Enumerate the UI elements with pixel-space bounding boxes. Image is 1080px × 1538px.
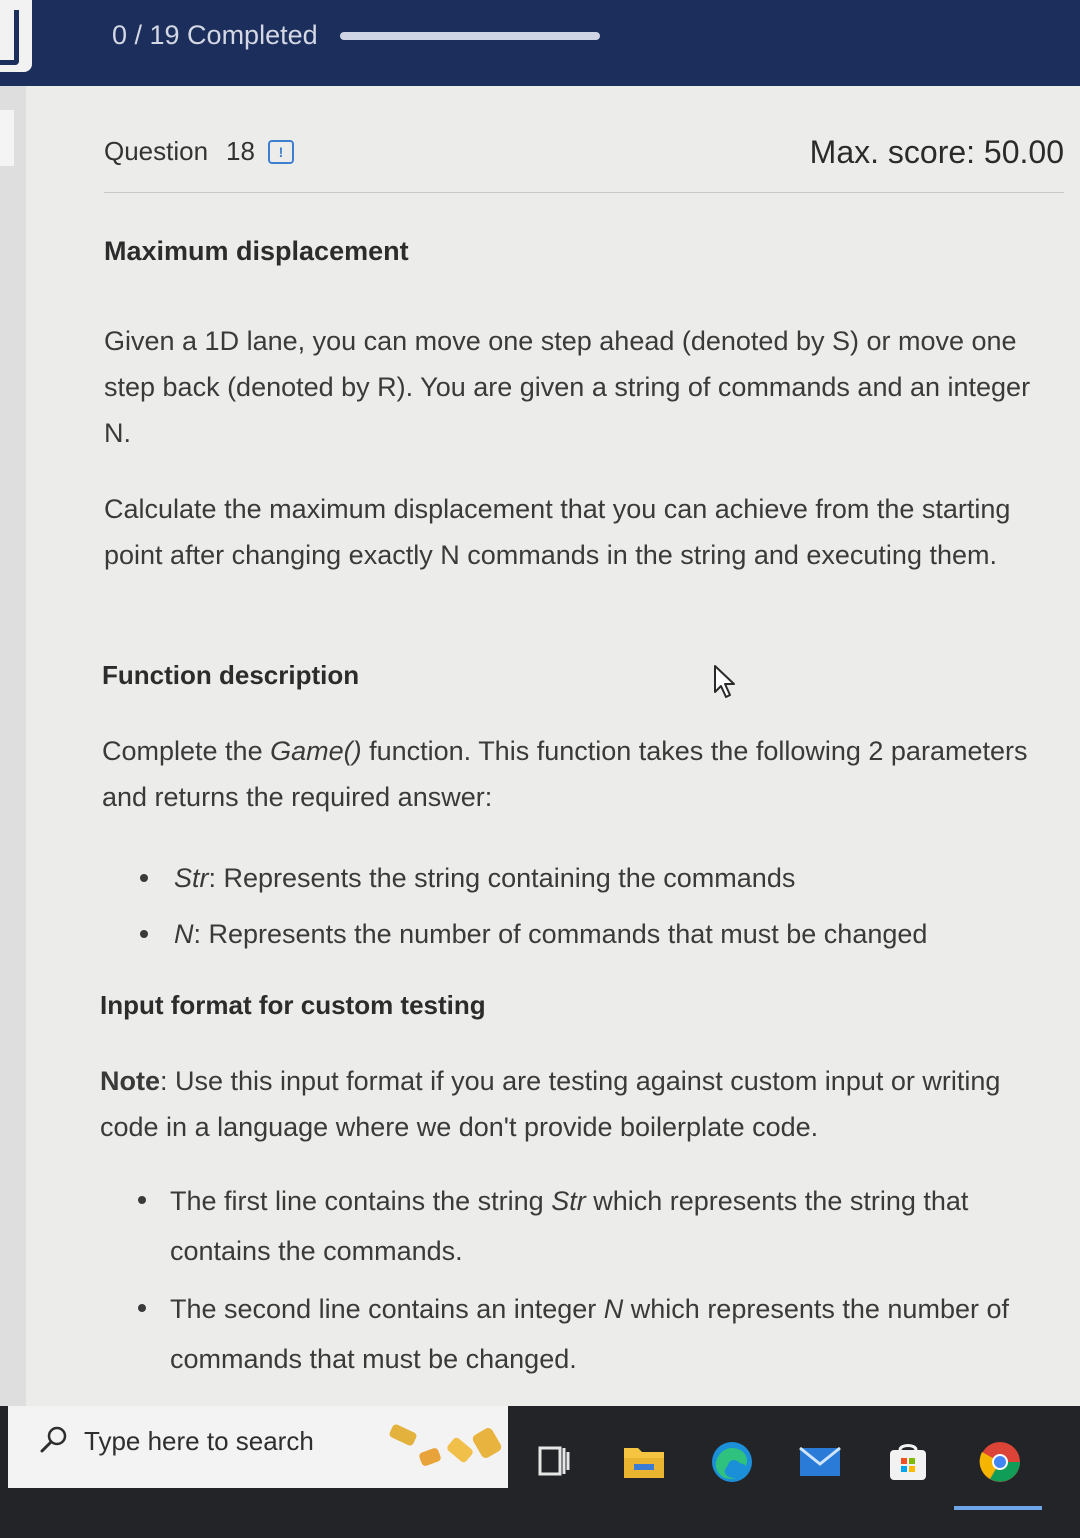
question-label: Question bbox=[104, 136, 209, 166]
param-desc: : Represents the string containing the commands bbox=[208, 863, 796, 893]
function-description-text bbox=[102, 728, 1052, 820]
chrome-icon[interactable] bbox=[976, 1438, 1024, 1486]
taskbar bbox=[0, 1406, 1080, 1538]
file-explorer-icon[interactable] bbox=[620, 1438, 668, 1486]
progress-bar bbox=[340, 32, 600, 40]
search-icon bbox=[38, 1424, 70, 1456]
line-var: N bbox=[603, 1294, 624, 1324]
line-text-post: which represents the number of commands that must be changed. bbox=[170, 1294, 1009, 1374]
input-lines-list bbox=[136, 1176, 1036, 1392]
progress-label: 0 / 19 Completed bbox=[112, 20, 318, 50]
left-rail bbox=[0, 86, 27, 1406]
note-text: : Use this input format if you are testing against custom input or writing code in a language where we don't provide boilerplate code. bbox=[100, 1066, 1001, 1142]
input-format-note bbox=[100, 1058, 1050, 1150]
mouse-cursor-icon bbox=[712, 664, 740, 700]
question-header bbox=[104, 134, 1064, 193]
line-text-pre: The second line contains an integer bbox=[170, 1294, 604, 1324]
logo-tab[interactable] bbox=[0, 0, 32, 72]
list-item bbox=[138, 906, 1038, 962]
list-item bbox=[138, 850, 1038, 906]
line-var: Str bbox=[551, 1186, 586, 1216]
question-number: 18 bbox=[226, 136, 255, 166]
store-icon[interactable] bbox=[884, 1438, 932, 1486]
taskbar-active-indicator bbox=[954, 1506, 1042, 1510]
input-format-title: Input format for custom testing bbox=[100, 990, 486, 1020]
search-placeholder: Type here to search bbox=[84, 1426, 314, 1456]
search-highlight-art-icon bbox=[386, 1420, 506, 1480]
task-view-icon[interactable] bbox=[530, 1438, 578, 1486]
logo-icon bbox=[0, 10, 19, 65]
report-icon[interactable]: ! bbox=[268, 140, 294, 164]
line-text-post: which represents the string that contains the commands. bbox=[170, 1186, 969, 1266]
list-item bbox=[136, 1176, 1036, 1276]
param-name: N bbox=[174, 919, 194, 949]
mail-icon[interactable] bbox=[796, 1438, 844, 1486]
max-score: Max. score: 50.00 bbox=[809, 134, 1064, 170]
function-description-title: Function description bbox=[102, 660, 360, 690]
list-item bbox=[136, 1284, 1036, 1384]
left-rail-tab[interactable] bbox=[0, 110, 14, 166]
function-text-after: function. This function takes the following 2 parameters and returns the required answer: bbox=[102, 736, 1028, 812]
parameter-list bbox=[138, 850, 1038, 962]
line-text-pre: The first line contains the string bbox=[170, 1186, 552, 1216]
problem-title: Maximum displacement bbox=[104, 236, 409, 266]
question-panel bbox=[26, 86, 1080, 1406]
problem-paragraph-2: Calculate the maximum displacement that you can achieve from the starting point after changing exactly N commands in the string and executing them. bbox=[104, 494, 1011, 570]
function-text-before: Complete the bbox=[102, 736, 271, 766]
function-name: Game() bbox=[270, 736, 362, 766]
note-label: Note bbox=[100, 1066, 160, 1096]
problem-paragraph-1: Given a 1D lane, you can move one step ahead (denoted by S) or move one step back (denoted by R). You are given a string of commands and an integer N. bbox=[104, 326, 1031, 448]
top-bar bbox=[0, 0, 1080, 86]
taskbar-search-box[interactable] bbox=[8, 1406, 508, 1488]
param-name: Str bbox=[174, 863, 209, 893]
param-desc: : Represents the number of commands that must be changed bbox=[193, 919, 928, 949]
edge-icon[interactable] bbox=[708, 1438, 756, 1486]
